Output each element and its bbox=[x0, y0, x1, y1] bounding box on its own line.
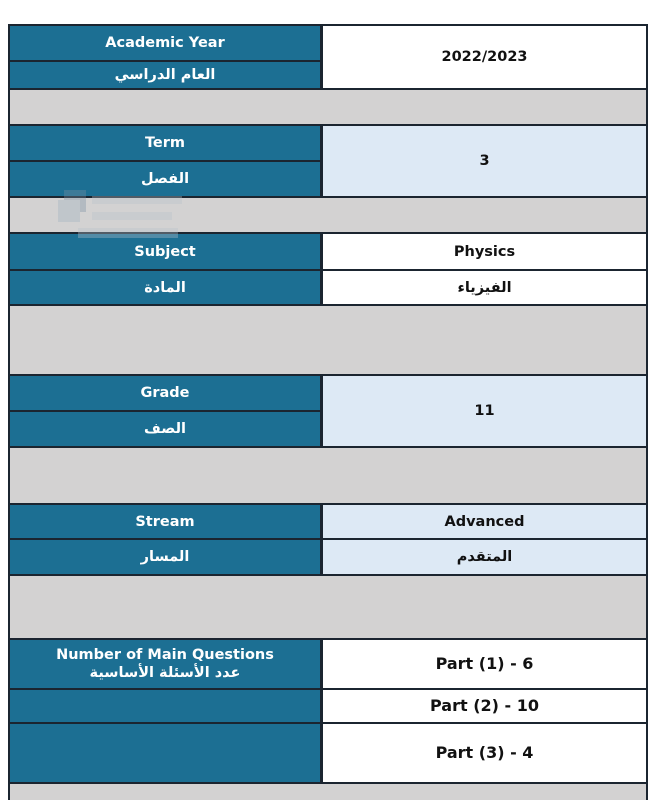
subject-label-ar: المادة bbox=[10, 271, 320, 304]
academic-year-value: 2022/2023 bbox=[323, 26, 646, 88]
main-questions-label bbox=[10, 640, 320, 688]
stream-label-ar: المسار bbox=[10, 540, 320, 574]
stream-value-en: Advanced bbox=[323, 505, 646, 538]
separator-row bbox=[10, 198, 646, 232]
grade-value: 11 bbox=[323, 376, 646, 446]
term-value: 3 bbox=[323, 126, 646, 196]
separator-row bbox=[10, 784, 646, 800]
exam-info-table bbox=[8, 24, 648, 800]
separator-row bbox=[10, 576, 646, 638]
subject-value-en: Physics bbox=[323, 234, 646, 269]
part-2-value: Part (2) - 10 bbox=[323, 690, 646, 722]
separator-row bbox=[10, 448, 646, 503]
term-label-en: Term bbox=[10, 126, 320, 160]
main-questions-label-ar: عدد الأسئلة الأساسية bbox=[89, 665, 241, 681]
term-label-ar: الفصل bbox=[10, 162, 320, 196]
main-questions-label-continuation bbox=[10, 724, 320, 782]
main-questions-label-continuation bbox=[10, 690, 320, 722]
academic-year-label-ar: العام الدراسي bbox=[10, 62, 320, 88]
stream-label-en: Stream bbox=[10, 505, 320, 538]
subject-value-ar: الفيزياء bbox=[323, 271, 646, 304]
part-3-value: Part (3) - 4 bbox=[323, 724, 646, 782]
academic-year-label-en: Academic Year bbox=[10, 26, 320, 60]
subject-label-en: Subject bbox=[10, 234, 320, 269]
main-questions-label-en: Number of Main Questions bbox=[56, 647, 274, 663]
part-1-value: Part (1) - 6 bbox=[323, 640, 646, 688]
separator-row bbox=[10, 90, 646, 124]
grade-label-en: Grade bbox=[10, 376, 320, 410]
separator-row bbox=[10, 306, 646, 374]
stream-value-ar: المتقدم bbox=[323, 540, 646, 574]
grade-label-ar: الصف bbox=[10, 412, 320, 446]
